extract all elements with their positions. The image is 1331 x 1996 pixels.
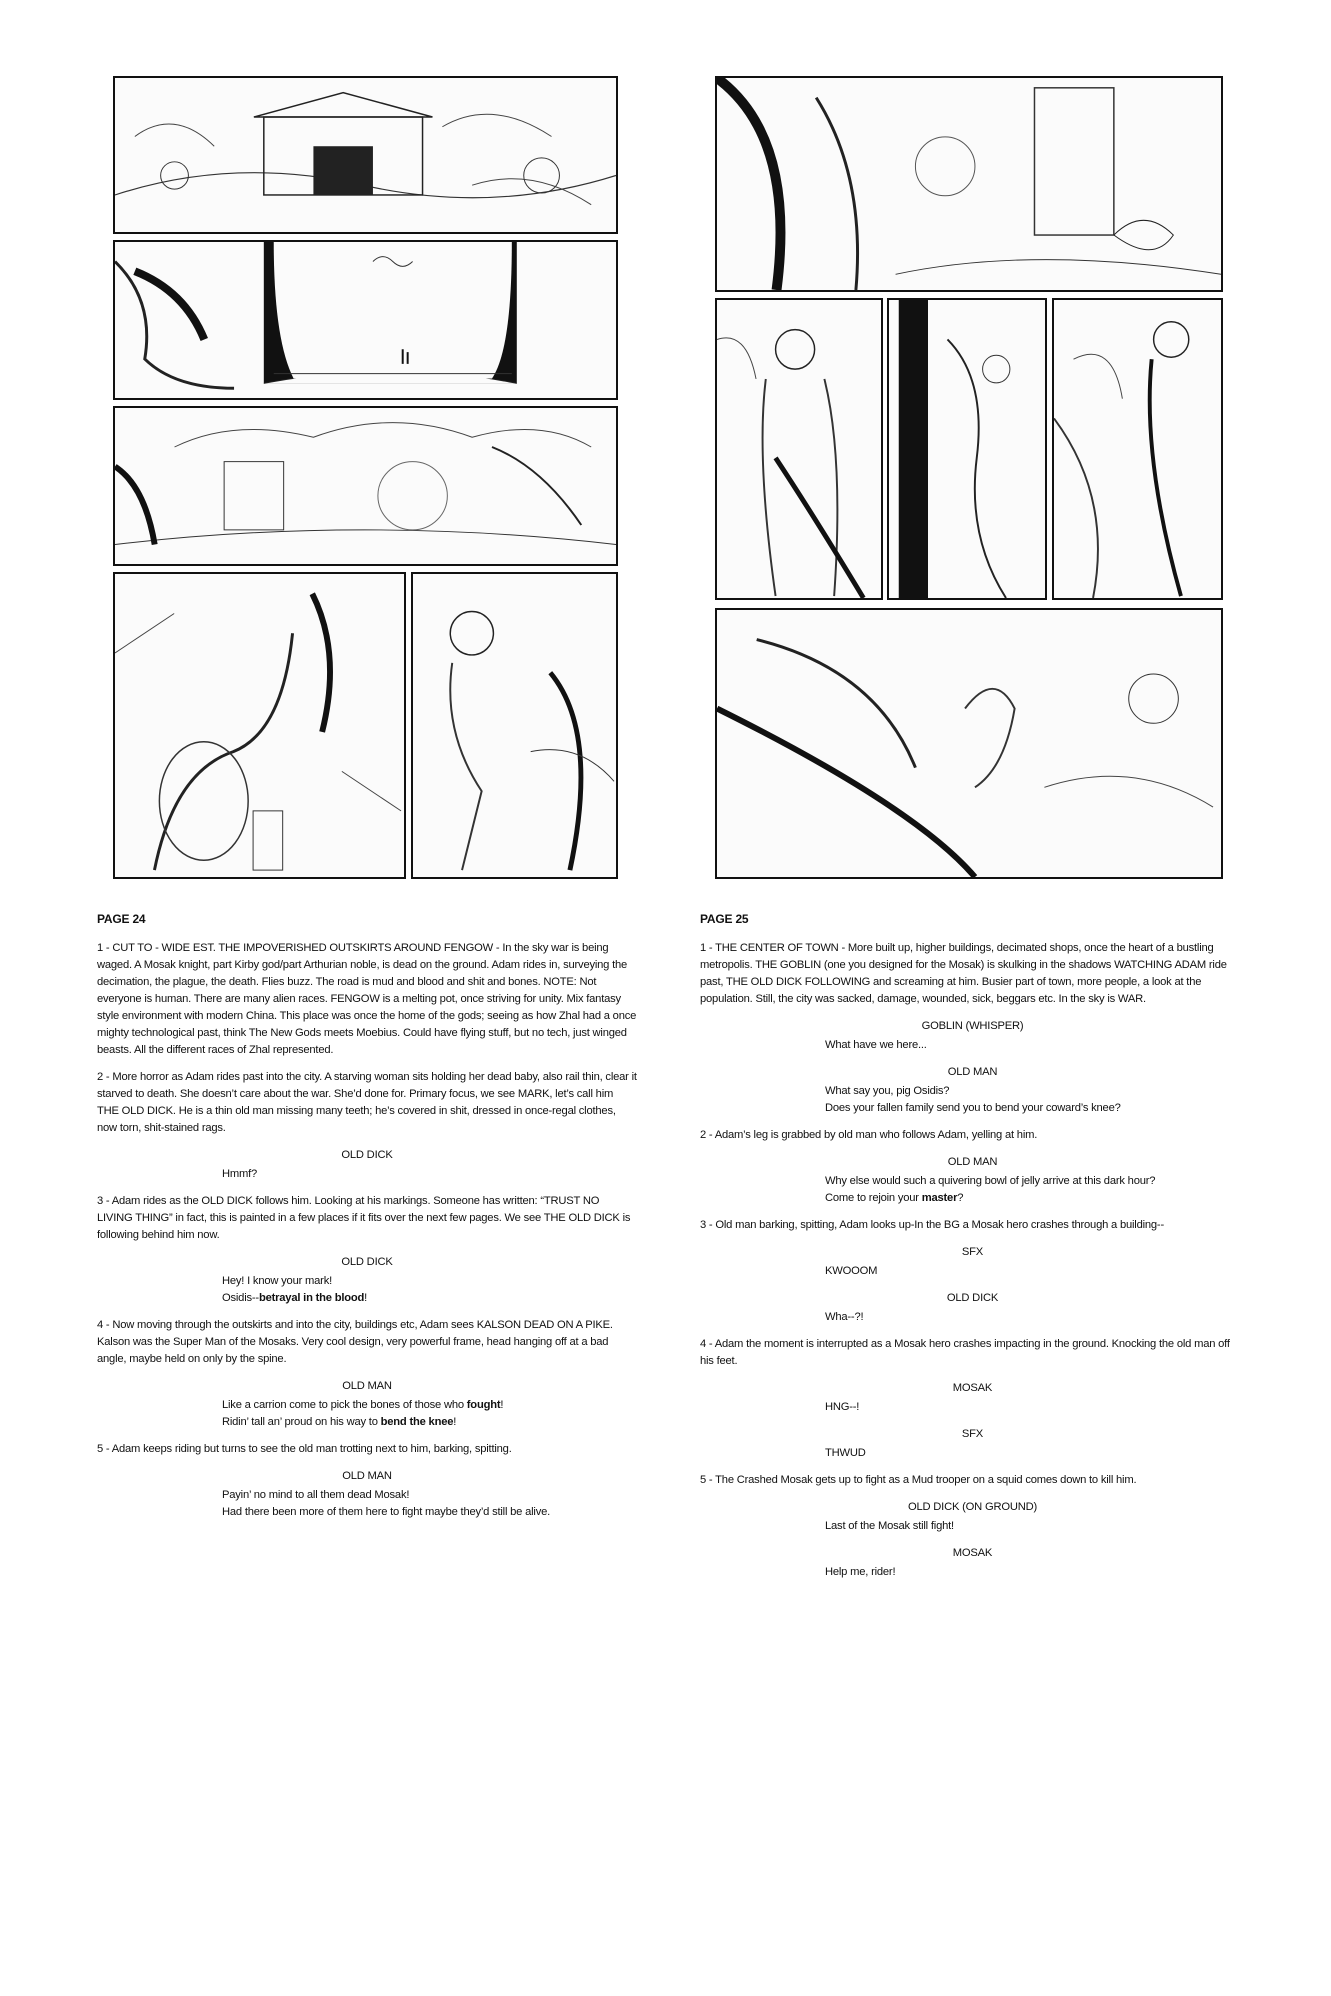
character-cue: GOBLIN (WHISPER) xyxy=(921,1020,1024,1032)
dialogue-line: What say you, pig Osidis? xyxy=(825,1085,950,1097)
character-cue: OLD DICK xyxy=(341,1256,393,1268)
dialogue-text: Osidis-- xyxy=(222,1292,259,1304)
page-25-panel-2 xyxy=(715,298,883,600)
dialogue-block xyxy=(700,1083,1245,1117)
dialogue-emphasis: fought xyxy=(466,1399,501,1411)
dialogue-block xyxy=(700,1173,1245,1207)
character-cue: OLD DICK xyxy=(341,1149,393,1161)
dialogue-text: Like a carrion come to pick the bones of those who xyxy=(222,1399,467,1411)
dialogue-block xyxy=(700,1445,1245,1462)
page-24-script xyxy=(97,911,637,1531)
dialogue-line: What have we here... xyxy=(825,1039,927,1051)
page-24-beat-2: 2 - More horror as Adam rides past into the city. A starving woman sits holding her dead baby, also rail thin, clear it starved to death. She doesn’t care about the war. She’d done for. Primary focus, we see MARK, let’s call him THE OLD DICK. He is a thin old man missing many teeth; he’s covered in shit, dressed in once-regal clothes, now torn, shit-stained rags. xyxy=(97,1071,637,1134)
dialogue-line: Last of the Mosak still fight! xyxy=(825,1520,954,1532)
dialogue-line: Does your fallen family send you to bend your coward’s knee? xyxy=(825,1102,1121,1114)
page-25-panel-3 xyxy=(887,298,1047,600)
page-25-beat-4: 4 - Adam the moment is interrupted as a Mosak hero crashes impacting in the ground. Knocking the old man off his feet. xyxy=(700,1338,1230,1367)
dialogue-text: Ridin’ tall an’ proud on his way to xyxy=(222,1416,381,1428)
dialogue-line: Hey! I know your mark! xyxy=(222,1275,332,1287)
dialogue-block xyxy=(97,1487,637,1521)
dialogue-line: HNG--! xyxy=(825,1401,860,1413)
dialogue-line: Help me, rider! xyxy=(825,1566,896,1578)
dialogue-emphasis: betrayal in the blood xyxy=(258,1292,365,1304)
page-25-panel-5 xyxy=(715,608,1223,879)
page-24-panel-4 xyxy=(113,572,406,879)
page-24-heading: PAGE 24 xyxy=(97,912,146,926)
dialogue-line xyxy=(222,1397,637,1414)
character-cue: OLD DICK xyxy=(946,1292,999,1304)
character-cue: OLD MAN xyxy=(342,1380,392,1392)
page-25-panel-4 xyxy=(1052,298,1223,600)
dialogue-text: ! xyxy=(364,1292,368,1304)
page-24-beat-4: 4 - Now moving through the outskirts and into the city, buildings etc, Adam sees KALSON DEAD ON A PIKE. Kalson was the Super Man of the Mosaks. Very cool design, very powerful frame, head hanging off at a bad angle, maybe held on only by the spine. xyxy=(97,1319,613,1365)
dialogue-line: Had there been more of them here to fight maybe they’d still be alive. xyxy=(222,1506,551,1518)
dialogue-text: Come to rejoin your xyxy=(825,1192,922,1204)
dialogue-block xyxy=(700,1518,1245,1535)
dialogue-line xyxy=(222,1414,637,1431)
page-24-beat-3: 3 - Adam rides as the OLD DICK follows him. Looking at his markings. Someone has written: “TRUST NO LIVING THING” in fact, this is painted in a few places if it fits over the next few pages. We see THE OLD DICK is following behind him now. xyxy=(97,1195,631,1241)
dialogue-line: Payin’ no mind to all them dead Mosak! xyxy=(222,1489,410,1501)
character-cue: SFX xyxy=(961,1428,984,1440)
page-25-beat-2: 2 - Adam’s leg is grabbed by old man who follows Adam, yelling at him. xyxy=(700,1129,1038,1141)
page-25-beat-3: 3 - Old man barking, spitting, Adam looks up-In the BG a Mosak hero crashes through a building-- xyxy=(700,1219,1164,1231)
page-25-heading: PAGE 25 xyxy=(700,912,749,926)
dialogue-block xyxy=(700,1263,1245,1280)
dialogue-text: ? xyxy=(957,1192,964,1204)
dialogue-text: ! xyxy=(453,1416,457,1428)
character-cue: MOSAK xyxy=(952,1382,993,1394)
page-25-beat-1: 1 - THE CENTER OF TOWN - More built up, higher buildings, decimated shops, once the heart of a bustling metropolis. THE GOBLIN (one you designed for the Mosak) is skulking in the shadows WATCHING ADAM ride past, THE OLD DICK FOLLOWING and screaming at him. Busier part of town, more people, a look at the population. Still, the city was sacked, damage, wounded, sick, beggars etc. In the sky is WAR. xyxy=(700,942,1227,1005)
sfx-line: KWOOOM xyxy=(825,1265,878,1277)
dialogue-block xyxy=(700,1564,1245,1581)
dialogue-line: Hmmf? xyxy=(222,1168,258,1180)
dialogue-block xyxy=(97,1273,637,1307)
dialogue-block xyxy=(97,1166,637,1183)
dialogue-text: ! xyxy=(500,1399,504,1411)
page-25-script xyxy=(700,911,1245,1591)
page-24-panel-3 xyxy=(113,406,618,566)
dialogue-emphasis: master xyxy=(921,1192,958,1204)
dialogue-line: Why else would such a quivering bowl of jelly arrive at this dark hour? xyxy=(825,1175,1156,1187)
sfx-line: THWUD xyxy=(825,1447,866,1459)
dialogue-block xyxy=(700,1399,1245,1416)
page-25-beat-5: 5 - The Crashed Mosak gets up to fight as a Mud trooper on a squid comes down to kill him. xyxy=(700,1474,1137,1486)
dialogue-line xyxy=(825,1190,1245,1207)
dialogue-block xyxy=(97,1397,637,1431)
character-cue: OLD MAN xyxy=(947,1156,998,1168)
dialogue-block xyxy=(700,1037,1245,1054)
character-cue: SFX xyxy=(961,1246,984,1258)
page-24-panel-2 xyxy=(113,240,618,400)
dialogue-block xyxy=(700,1309,1245,1326)
character-cue: OLD MAN xyxy=(342,1470,392,1482)
page-24-panel-1 xyxy=(113,76,618,234)
dialogue-line xyxy=(222,1290,637,1307)
page-24-panel-5 xyxy=(411,572,618,879)
page-24-beat-1: 1 - CUT TO - WIDE EST. THE IMPOVERISHED OUTSKIRTS AROUND FENGOW - In the sky war is being waged. A Mosak knight, part Kirby god/part Arthurian noble, is dead on the ground. Adam rides in, surveying the decimation, the plague, the death. Flies buzz. The road is mud and blood and shit and bones. NOTE: Not everyone is human. There are many alien races. FENGOW is a melting pot, once striving for unity. Mix fantasy style environment with modern China. This place was once the home of the gods; seeing as how Zhal had a once mighty technological past, think The New Gods meets Moebius. Could have flying stuff, but no tech, just winged beasts. All the different races of Zhal represented. xyxy=(97,942,637,1056)
dialogue-line: Wha--?! xyxy=(825,1311,864,1323)
character-cue: OLD DICK (ON GROUND) xyxy=(907,1501,1037,1513)
character-cue: MOSAK xyxy=(952,1547,993,1559)
page-24-beat-5: 5 - Adam keeps riding but turns to see the old man trotting next to him, barking, spitting. xyxy=(97,1443,512,1455)
dialogue-emphasis: bend the knee xyxy=(380,1416,454,1428)
page-25-panel-1 xyxy=(715,76,1223,292)
character-cue: OLD MAN xyxy=(947,1066,998,1078)
